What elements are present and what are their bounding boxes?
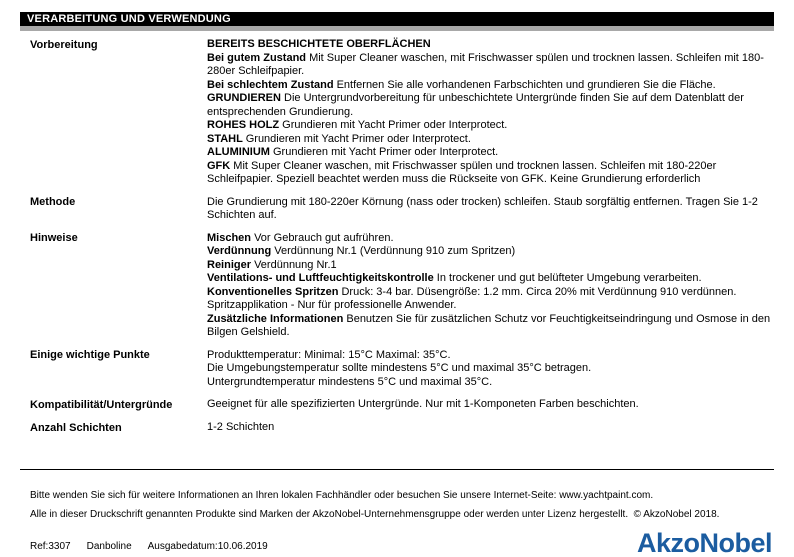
text-line: GRUNDIEREN Die Untergrundvorbereitung für unbeschichtete Untergründe finden Sie auf dem Datenblatt der entsprechenden Grundierung.	[207, 92, 744, 118]
section-header-bar	[20, 12, 774, 31]
section-body	[207, 232, 774, 340]
trademark-note: Alle in dieser Druckschrift genannten Produkte sind Marken der AkzoNobel-Unternehmensgruppe oder werden unter Lizenz hergestellt. © AkzoNobel 2018.	[30, 509, 720, 520]
akzonobel-logo: AkzoNobel	[636, 528, 772, 557]
text-line: Untergrundtemperatur mindestens 5°C und maximal 35°C.	[207, 375, 493, 388]
text-line: GFK Mit Super Cleaner waschen, mit Frischwasser spülen und trocknen lassen. Schleifen mit 180-220er Schleifpapier. Speziell beachtet werden muss die Rückseite von GFK. Keine Grundierung erforderlich	[207, 159, 717, 185]
section-body	[207, 196, 774, 223]
section-body	[207, 421, 774, 435]
section-label: Einige wichtige Punkte	[30, 349, 150, 361]
dealer-note: Bitte wenden Sie sich für weitere Informationen an Ihren lokalen Fachhändler oder besuchen Sie unsere Internet-Seite: www.yachtpaint.com.	[30, 490, 654, 501]
lead-in: GRUNDIEREN	[207, 92, 285, 104]
product-name: Danboline	[86, 541, 132, 552]
lead-in: Bei gutem Zustand	[207, 51, 310, 64]
section-label: Kompatibilität/Untergründe	[30, 398, 173, 411]
text-line: Produkttemperatur: Minimal: 15°C Maximal: 35°C.	[207, 348, 451, 361]
text-line: Geeignet für alle spezifizierten Untergründe. Nur mit 1-Komponeten Farben beschichten.	[207, 398, 639, 410]
lead-in: Bei schlechtem Zustand	[207, 78, 337, 91]
lead-in: ALUMINIUM	[207, 146, 273, 158]
section-body	[207, 38, 774, 187]
footer-bottom	[30, 529, 774, 557]
lead-in: Ventilations- und Luftfeuchtigkeitskontrolle	[207, 272, 437, 284]
lead-in: ROHES HOLZ	[207, 119, 283, 131]
footer-divider	[20, 469, 774, 470]
lead-in: Konventionelles Spritzen	[207, 285, 342, 298]
text-line: Die Grundierung mit 180-220er Körnung (nass oder trocken) schleifen. Staub sorgfältig entfernen. Tragen Sie 1-2 Schichten auf.	[207, 195, 758, 221]
section-header-title: VERARBEITUNG UND VERWENDUNG	[27, 13, 231, 25]
section-row	[30, 349, 774, 390]
text-line: Ventilations- und Luftfeuchtigkeitskontrolle In trockener und gut belüfteter Umgebung verarbeiten.	[207, 272, 702, 284]
text-line: STAHL Grundieren mit Yacht Primer oder Interprotect.	[207, 132, 471, 145]
lead-in: BEREITS BESCHICHTETE OBERFLÄCHEN	[207, 38, 431, 50]
ref-row	[30, 541, 284, 557]
section-label: Methode	[30, 196, 76, 208]
section-row	[30, 196, 774, 223]
section-body	[207, 398, 774, 412]
section-row	[30, 38, 774, 187]
text-line: Verdünnung Verdünnung Nr.1 (Verdünnung 910 zum Spritzen)	[207, 245, 516, 257]
issue-date: Ausgabedatum:10.06.2019	[147, 541, 268, 552]
text-line: 1-2 Schichten	[207, 421, 275, 433]
text-line	[207, 38, 774, 52]
section-row	[30, 398, 774, 412]
lead-in: Verdünnung	[207, 245, 275, 257]
lead-in: STAHL	[207, 132, 246, 145]
section-row	[30, 421, 774, 435]
text-line: ALUMINIUM Grundieren mit Yacht Primer oder Interprotect.	[207, 146, 499, 158]
text-line: Konventionelles Spritzen Druck: 3-4 bar. Düsengröße: 1.2 mm. Circa 20% mit Verdünnung 910 verdünnen. Spritzapplikation - Nur für professionelle Anwender.	[207, 285, 737, 311]
lead-in: Mischen	[207, 231, 255, 244]
section-body	[207, 349, 774, 390]
section-label: Anzahl Schichten	[30, 421, 122, 434]
section-row	[30, 232, 774, 340]
text-line: Reiniger Verdünnung Nr.1	[207, 258, 337, 271]
text-line: ROHES HOLZ Grundieren mit Yacht Primer oder Interprotect.	[207, 119, 508, 131]
text-line: Mischen Vor Gebrauch gut aufrühren.	[207, 231, 394, 244]
text-line: Die Umgebungstemperatur sollte mindestens 5°C und maximal 35°C betragen.	[207, 362, 592, 374]
ref-number: Ref:3307	[30, 541, 71, 552]
text-line: Bei schlechtem Zustand Entfernen Sie alle vorhandenen Farbschichten und grundieren Sie die Fläche.	[207, 78, 716, 91]
section-label: Vorbereitung	[30, 38, 98, 51]
section-label: Hinweise	[30, 232, 78, 244]
lead-in: Reiniger	[207, 258, 255, 271]
lead-in: Zusätzliche Informationen	[207, 312, 347, 325]
text-line: Zusätzliche Informationen Benutzen Sie für zusätzlichen Schutz vor Feuchtigkeitseindringung und Osmose in den Bilgen Gelshield.	[207, 312, 771, 338]
sections	[30, 38, 774, 435]
lead-in: GFK	[207, 159, 234, 172]
text-line: Bei gutem Zustand Mit Super Cleaner waschen, mit Frischwasser spülen und trocknen lassen. Schleifen mit 180-280er Schleifpapier.	[207, 51, 764, 77]
